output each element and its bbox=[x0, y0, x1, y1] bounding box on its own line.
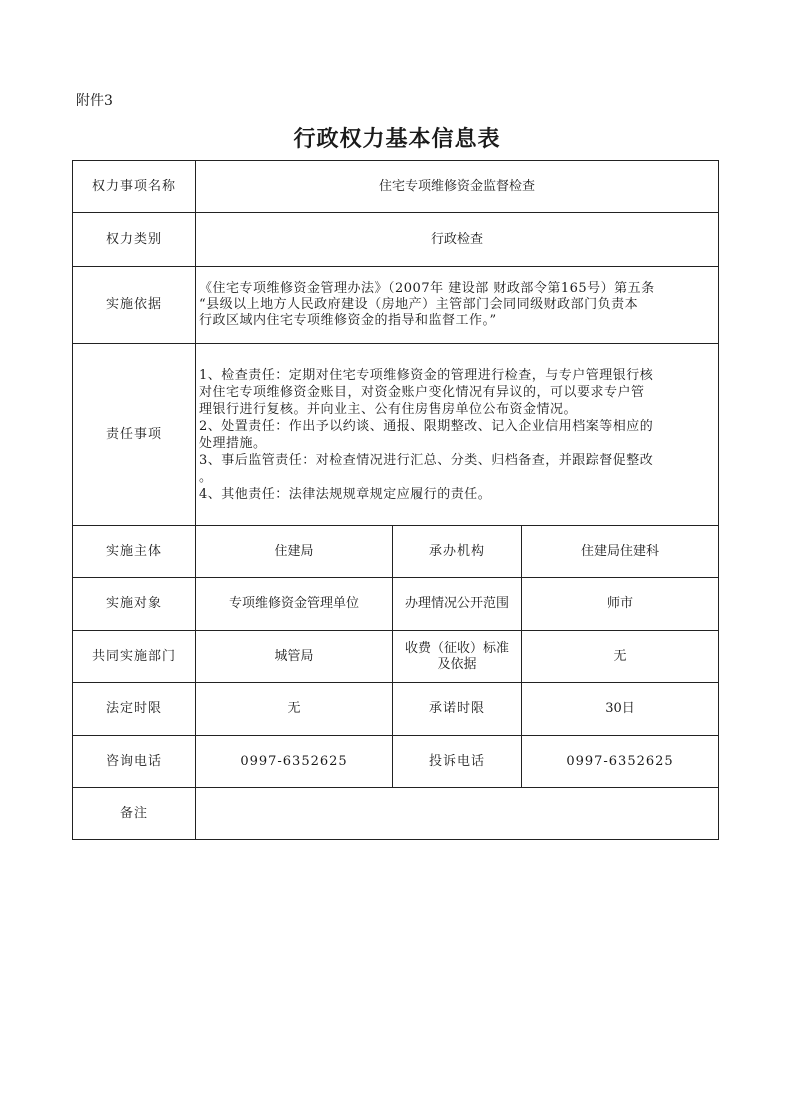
table-row bbox=[73, 526, 719, 578]
category-value: 行政检查 bbox=[196, 213, 719, 267]
responsibility-line: 。 bbox=[199, 469, 213, 485]
complaint-phone-value: 0997-6352625 bbox=[522, 736, 719, 788]
fee-standard-label bbox=[393, 631, 522, 683]
legal-deadline-value: 无 bbox=[196, 683, 393, 736]
agency-value: 住建局住建科 bbox=[522, 526, 719, 578]
remarks-value bbox=[196, 788, 719, 840]
basis-line: “县级以上地方人民政府建设（房地产）主管部门会同同级财政部门负责本 bbox=[199, 297, 639, 312]
subject-value: 住建局 bbox=[196, 526, 393, 578]
page-title: 行政权力基本信息表 bbox=[293, 126, 501, 152]
table-row bbox=[73, 578, 719, 631]
fee-standard-label-line: 及依据 bbox=[437, 656, 477, 672]
table-row bbox=[73, 683, 719, 736]
responsibility-line: 理银行进行复核。并向业主、公有住房售房单位公布资金情况。 bbox=[199, 401, 578, 417]
responsibility-line: 2、处置责任：作出予以约谈、通报、限期整改、记入企业信用档案等相应的 bbox=[199, 418, 654, 434]
joint-department-value: 城管局 bbox=[196, 631, 393, 683]
disclosure-scope-value: 师市 bbox=[522, 578, 719, 631]
responsibility-line: 对住宅专项维修资金账目，对资金账户变化情况有异议的，可以要求专户管 bbox=[199, 384, 645, 400]
table-row bbox=[73, 267, 719, 344]
responsibility-line: 1、检查责任：定期对住宅专项维修资金的管理进行检查，与专户管理银行核 bbox=[199, 367, 654, 383]
name-value: 住宅专项维修资金监督检查 bbox=[196, 161, 719, 213]
target-label: 实施对象 bbox=[73, 578, 196, 631]
basis-line: 行政区域内住宅专项维修资金的指导和监督工作。” bbox=[199, 313, 497, 328]
table-row bbox=[73, 213, 719, 267]
legal-deadline-label: 法定时限 bbox=[73, 683, 196, 736]
remarks-label: 备注 bbox=[73, 788, 196, 840]
basis-value bbox=[196, 267, 719, 344]
joint-department-label: 共同实施部门 bbox=[73, 631, 196, 683]
attachment-label: 附件3 bbox=[76, 93, 113, 109]
disclosure-scope-label: 办理情况公开范围 bbox=[393, 578, 522, 631]
table-row bbox=[73, 344, 719, 526]
responsibility-line: 3、事后监管责任：对检查情况进行汇总、分类、归档备查，并跟踪督促整改 bbox=[199, 452, 654, 468]
promised-deadline-value: 30日 bbox=[522, 683, 719, 736]
table-row bbox=[73, 631, 719, 683]
info-table bbox=[72, 160, 719, 840]
category-label: 权力类别 bbox=[73, 213, 196, 267]
target-value: 专项维修资金管理单位 bbox=[196, 578, 393, 631]
responsibility-line: 处理措施。 bbox=[199, 435, 267, 451]
responsibility-value bbox=[196, 344, 719, 526]
table-row bbox=[73, 736, 719, 788]
name-label: 权力事项名称 bbox=[73, 161, 196, 213]
inquiry-phone-value: 0997-6352625 bbox=[196, 736, 393, 788]
basis-line: 《住宅专项维修资金管理办法》（2007年 建设部 财政部令第165号）第五条 bbox=[199, 281, 655, 296]
agency-label: 承办机构 bbox=[393, 526, 522, 578]
table-row bbox=[73, 161, 719, 213]
responsibility-line: 4、其他责任：法律法规规章规定应履行的责任。 bbox=[199, 486, 492, 502]
subject-label: 实施主体 bbox=[73, 526, 196, 578]
fee-standard-value: 无 bbox=[522, 631, 719, 683]
fee-standard-label-line: 收费（征收）标准 bbox=[404, 640, 509, 656]
complaint-phone-label: 投诉电话 bbox=[393, 736, 522, 788]
inquiry-phone-label: 咨询电话 bbox=[73, 736, 196, 788]
responsibility-label: 责任事项 bbox=[73, 344, 196, 526]
promised-deadline-label: 承诺时限 bbox=[393, 683, 522, 736]
basis-label: 实施依据 bbox=[73, 267, 196, 344]
table-row bbox=[73, 788, 719, 840]
